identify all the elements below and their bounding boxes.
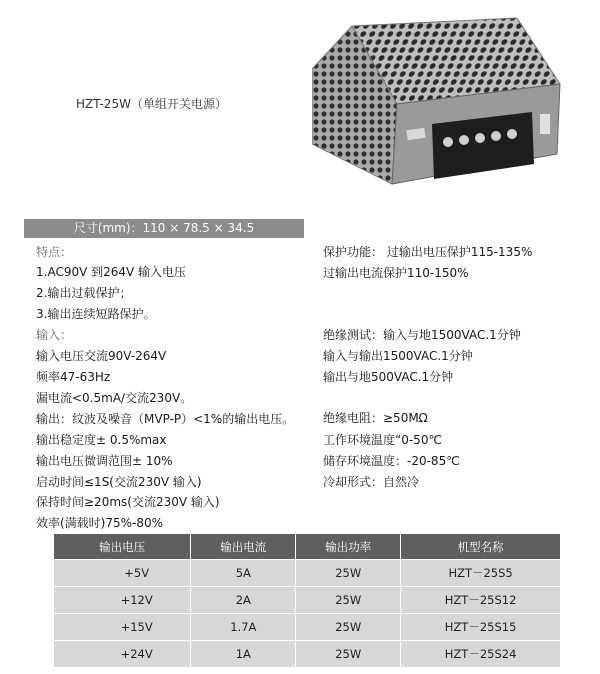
spec-line: 输出与地500VAC.1分钟 (323, 370, 454, 384)
cell-power: 25W (296, 614, 401, 641)
spec-line: 储存环境温度：-20-85℃ (323, 454, 460, 468)
spec-output-line: 输出：纹波及噪音（MVP-P）<1%的输出电压。 (36, 412, 295, 426)
cell-current: 1.7A (191, 614, 296, 641)
spec-line: 工作环境温度“0-50℃ (323, 433, 442, 447)
table-header-row (54, 534, 561, 560)
spec-input-heading: 输入： (36, 328, 73, 342)
header-model-name: 机型名称 (401, 534, 561, 560)
spec-protection-line: 保护功能： 过输出电压保护115-135% (323, 245, 533, 259)
spec-line: 启动时间≤1S(交流230V 输入) (36, 475, 202, 489)
cell-current: 5A (191, 560, 296, 587)
spec-line: 漏电流<0.5mA/交流230V。 (36, 391, 193, 405)
table-row (54, 641, 561, 668)
spec-line: 过输出电流保护110-150% (323, 266, 469, 280)
spec-line: 频率47-63Hz (36, 370, 111, 384)
size-bar: 尺寸(mm)：110 × 78.5 × 34.5 (24, 219, 304, 238)
spec-line: 输出电压微调范围± 10% (36, 454, 173, 468)
spec-line: 效率(满载时)75%-80% (36, 516, 164, 530)
cell-model: HZT－25S5 (401, 560, 561, 587)
cell-current: 2A (191, 587, 296, 614)
cell-model: HZT－25S24 (401, 641, 561, 668)
spec-line: 保持时间≥20ms(交流230V 输入) (36, 495, 220, 509)
cell-current: 1A (191, 641, 296, 668)
spec-line: 1.AC90V 到264V 输入电压 (36, 265, 187, 279)
table-row (54, 560, 561, 587)
header-output-power: 输出功率 (296, 534, 401, 560)
cell-voltage: +12V (54, 587, 191, 614)
cell-power: 25W (296, 587, 401, 614)
spec-features-heading: 特点： (36, 245, 73, 259)
cell-voltage: +5V (54, 560, 191, 587)
cell-voltage: +15V (54, 614, 191, 641)
cell-voltage: +24V (54, 641, 191, 668)
model-table (53, 533, 561, 668)
cell-model: HZT－25S12 (401, 587, 561, 614)
cell-power: 25W (296, 641, 401, 668)
header-output-current: 输出电流 (191, 534, 296, 560)
spec-line: 3.输出连续短路保护。 (36, 307, 156, 321)
power-supply-photo (312, 14, 567, 204)
spec-line: 输入与输出1500VAC.1分钟 (323, 349, 473, 363)
table-row (54, 587, 561, 614)
header-output-voltage: 输出电压 (54, 534, 191, 560)
cell-model: HZT－25S15 (401, 614, 561, 641)
product-title: HZT-25W（单组开关电源） (76, 97, 227, 111)
spec-line: 2.输出过载保护； (36, 286, 132, 300)
cell-power: 25W (296, 560, 401, 587)
table-row (54, 614, 561, 641)
spec-line: 输出稳定度± 0.5%max (36, 433, 167, 447)
spec-insulation-resistance: 绝缘电阻：≥50MΩ (323, 411, 428, 425)
spec-line: 输入电压交流90V-264V (36, 349, 167, 363)
spec-cooling: 冷却形式：自然冷 (323, 475, 420, 489)
spec-insulation-test: 绝缘测试：输入与地1500VAC.1分钟 (323, 328, 521, 342)
